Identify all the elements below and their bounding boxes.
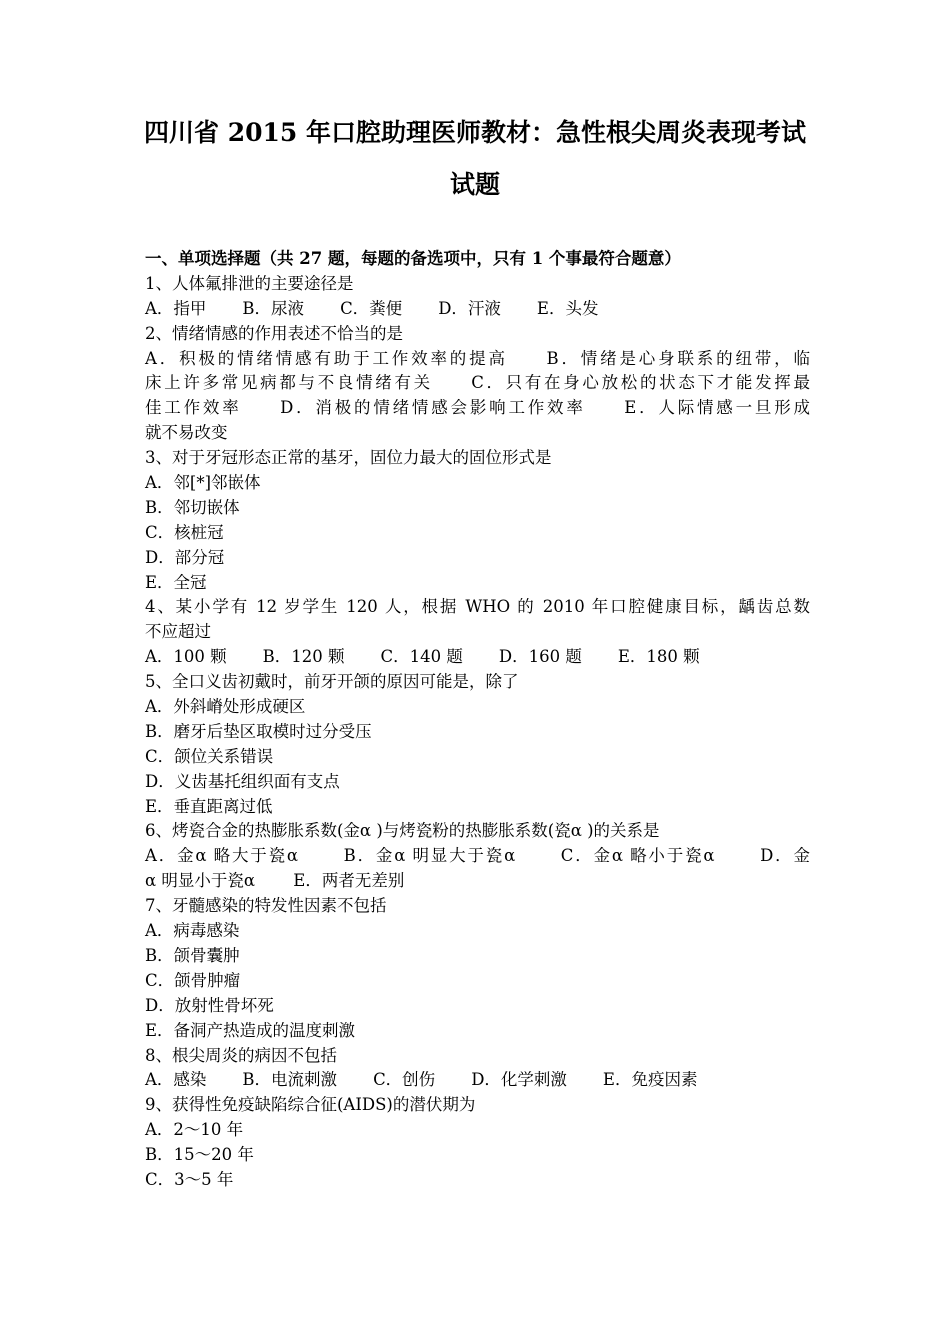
question-stem: 6、烤瓷合金的热膨胀系数(金α )与烤瓷粉的热膨胀系数(瓷α )的关系是 (145, 821, 660, 841)
option: D．160 题 (498, 647, 582, 667)
inline-options (145, 297, 810, 322)
option: A．感染 (145, 1070, 207, 1090)
document-title-line-2: 试题 (449, 170, 500, 199)
option-text-line: 床上许多常见病都与不良情绪有关 C．只有在身心放松的状态下才能发挥最 (145, 373, 810, 393)
option: C．粪便 (340, 298, 403, 318)
option: B．颌骨囊肿 (145, 945, 240, 965)
option: A．病毒感染 (145, 921, 240, 941)
option: D．部分冠 (145, 547, 225, 567)
option-text-line: A．金α 略大于瓷α B．金α 明显大于瓷α C．金α 略小于瓷α D．金 (145, 846, 810, 866)
option: C．创伤 (373, 1070, 436, 1090)
question-stem: 3、对于牙冠形态正常的基牙，固位力最大的固位形式是 (145, 448, 552, 468)
question-stem: 5、全口义齿初戴时，前牙开颌的原因可能是，除了 (145, 672, 519, 692)
option: A．指甲 (145, 298, 207, 318)
option-text-line: A．积极的情绪情感有助于工作效率的提高 B．情绪是心身联系的纽带，临 (145, 348, 810, 368)
option: B．尿液 (242, 298, 305, 318)
option: B．15～20 年 (145, 1145, 254, 1165)
option: A．邻[*]邻嵌体 (145, 473, 261, 493)
option-text-line: 佳工作效率 D．消极的情绪情感会影响工作效率 E．人际情感一旦形成 (145, 398, 810, 418)
option: E．垂直距离过低 (145, 796, 273, 816)
option: B．邻切嵌体 (145, 497, 240, 517)
option: B．电流刺激 (242, 1070, 338, 1090)
option: A．2～10 年 (145, 1120, 244, 1140)
option: E．180 颗 (617, 647, 700, 667)
option: D．放射性骨坏死 (145, 995, 274, 1015)
inline-options (145, 645, 810, 670)
inline-options (145, 1068, 810, 1093)
option: E．全冠 (145, 572, 207, 592)
question-stem: 7、牙髓感染的特发性因素不包括 (145, 896, 387, 916)
option: A．外斜嵴处形成硬区 (145, 697, 306, 717)
option-text-line: 就不易改变 (145, 423, 228, 443)
option: C．颌骨肿瘤 (145, 970, 241, 990)
option: E．备洞产热造成的温度刺激 (145, 1020, 356, 1040)
option: D．汗液 (438, 298, 501, 318)
option: B．磨牙后垫区取模时过分受压 (145, 721, 372, 741)
question-stem: 9、获得性免疫缺陷综合征(AIDS)的潜伏期为 (145, 1095, 476, 1115)
option: E．免疫因素 (602, 1070, 698, 1090)
question-list (145, 247, 810, 1193)
option: C．3～5 年 (145, 1169, 234, 1189)
option: C．140 题 (380, 647, 463, 667)
option-text-line: α 明显小于瓷α E．两者无差别 (145, 871, 405, 891)
document-title-line-1: 四川省 2015 年口腔助理医师教材：急性根尖周炎表现考试 (144, 118, 806, 147)
option: E．头发 (536, 298, 599, 318)
option: A．100 颗 (145, 647, 227, 667)
option: C．颌位关系错误 (145, 746, 274, 766)
question-stem: 8、根尖周炎的病因不包括 (145, 1045, 337, 1065)
question-stem: 4、某小学有 12 岁学生 120 人，根据 WHO 的 2010 年口腔健康目标，龋齿总数 (145, 597, 810, 617)
section-header: 一、单项选择题（共 27 题，每题的备选项中，只有 1 个事最符合题意） (145, 249, 681, 268)
question-stem: 2、情绪情感的作用表述不恰当的是 (145, 323, 403, 343)
question-stem: 不应超过 (145, 622, 211, 642)
option: B．120 颗 (262, 647, 345, 667)
option: C．核桩冠 (145, 522, 224, 542)
question-stem: 1、人体氟排泄的主要途径是 (145, 273, 354, 293)
option: D．化学刺激 (471, 1070, 567, 1090)
option: D．义齿基托组织面有支点 (145, 771, 340, 791)
